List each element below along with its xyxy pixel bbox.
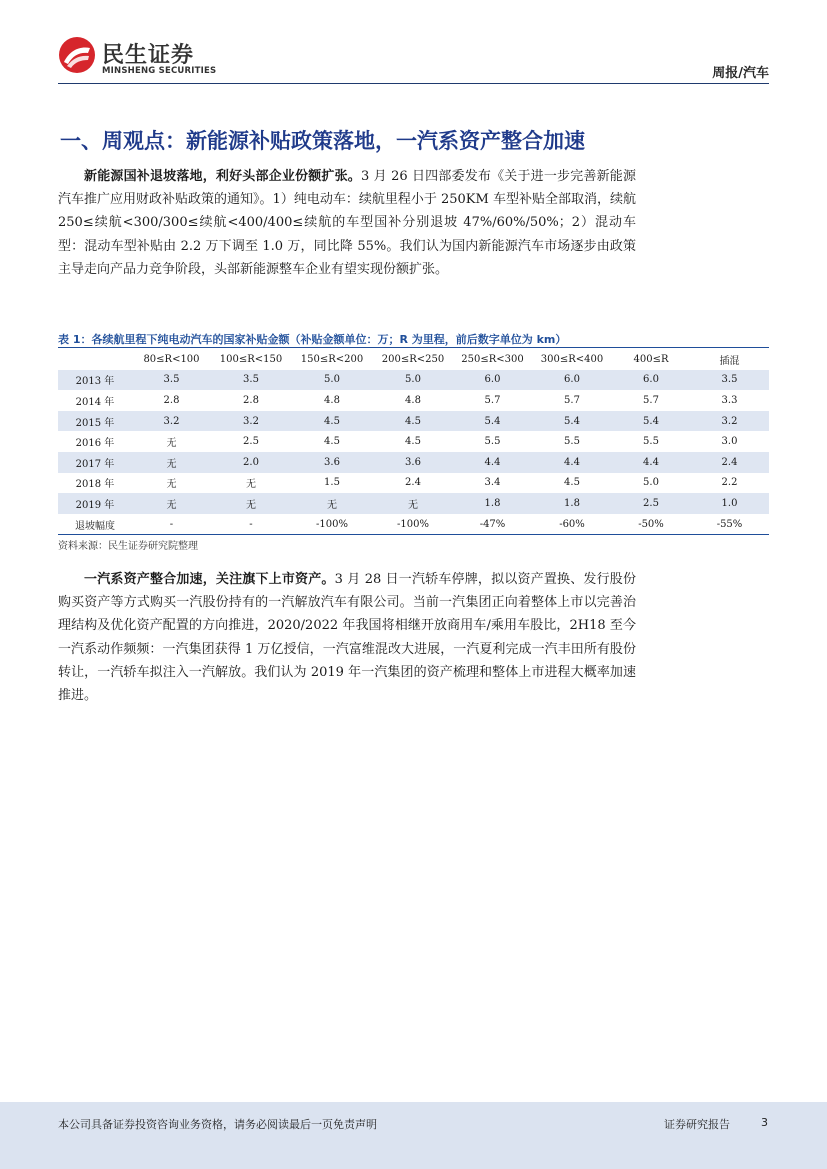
table-cell: 5.4 bbox=[532, 411, 612, 432]
logo-mark-icon bbox=[58, 36, 96, 74]
table-cell: -60% bbox=[532, 514, 612, 535]
table-cell: 无 bbox=[132, 493, 211, 514]
company-logo bbox=[58, 36, 218, 78]
table-top-rule bbox=[58, 347, 769, 348]
table-cell: 5.5 bbox=[643, 436, 659, 448]
table-cell: 1.8 bbox=[453, 493, 532, 514]
table-row bbox=[58, 473, 769, 494]
table-cell: 4.5 bbox=[373, 411, 453, 432]
column-header: 200≤R<250 bbox=[381, 353, 445, 365]
table-cell: 5.7 bbox=[564, 394, 580, 406]
table-header-row bbox=[58, 349, 769, 370]
table-cell: 3.0 bbox=[721, 436, 738, 448]
table-cell: -47% bbox=[453, 514, 532, 535]
column-header: 300≤R<400 bbox=[540, 353, 604, 365]
page-header bbox=[0, 0, 827, 90]
table-cell: - bbox=[132, 514, 211, 535]
table-cell: 5.7 bbox=[643, 394, 659, 406]
column-header: 80≤R<100 bbox=[143, 353, 200, 365]
table-cell: 2018 年 bbox=[75, 479, 115, 491]
table-cell: 无 bbox=[166, 438, 177, 450]
footer-report-type: 证券研究报告 bbox=[664, 1118, 730, 1131]
table-cell: 2.0 bbox=[211, 452, 291, 473]
logo-english-name: MINSHENG SECURITIES bbox=[102, 66, 217, 76]
table-cell: 6.0 bbox=[612, 370, 690, 391]
table-row bbox=[58, 390, 769, 411]
table-cell: 5.7 bbox=[484, 394, 501, 406]
table-cell: 2.8 bbox=[243, 394, 259, 406]
table-cell: 无 bbox=[291, 493, 373, 514]
table-cell: 6.0 bbox=[532, 370, 612, 391]
table-cell: 4.4 bbox=[453, 452, 532, 473]
table-cell: 2015 年 bbox=[58, 411, 132, 432]
paragraph-faw bbox=[58, 568, 636, 707]
page-footer bbox=[0, 1102, 827, 1169]
table-cell: 3.2 bbox=[132, 411, 211, 432]
column-header: 100≤R<150 bbox=[219, 353, 283, 365]
paragraph-subsidy bbox=[58, 165, 636, 281]
table-cell: 2017 年 bbox=[58, 452, 132, 473]
table-cell: 5.5 bbox=[484, 436, 501, 448]
table-cell: 1.0 bbox=[690, 493, 769, 514]
paragraph-lead: 一汽系资产整合加速，关注旗下上市资产。 bbox=[84, 572, 335, 587]
subsidy-table bbox=[58, 349, 769, 535]
footer-disclaimer: 本公司具备证券投资咨询业务资格，请务必阅读最后一页免责声明 bbox=[58, 1118, 377, 1131]
table-cell: 4.8 bbox=[405, 394, 421, 406]
table-cell: 3.4 bbox=[484, 477, 501, 489]
table-cell: 6.0 bbox=[453, 370, 532, 391]
table-cell: 3.5 bbox=[132, 370, 211, 391]
table-cell: 4.5 bbox=[291, 411, 373, 432]
table-row bbox=[58, 411, 769, 432]
column-header: 400≤R bbox=[633, 353, 669, 365]
table-cell: 4.4 bbox=[612, 452, 690, 473]
table-cell: 2.5 bbox=[243, 436, 259, 448]
table-row bbox=[58, 370, 769, 391]
table-cell: 5.0 bbox=[373, 370, 453, 391]
table-source: 资料来源：民生证券研究院整理 bbox=[58, 541, 198, 552]
table-cell: 3.2 bbox=[690, 411, 769, 432]
table-cell: 3.5 bbox=[211, 370, 291, 391]
table-cell: 3.2 bbox=[211, 411, 291, 432]
table-cell: 3.6 bbox=[373, 452, 453, 473]
table-cell: -55% bbox=[690, 514, 769, 535]
page-number: 3 bbox=[761, 1116, 768, 1129]
table-row bbox=[58, 493, 769, 514]
column-header: 250≤R<300 bbox=[461, 353, 524, 365]
table-cell: 无 bbox=[211, 493, 291, 514]
table-cell: 3.5 bbox=[690, 370, 769, 391]
table-cell: 5.5 bbox=[564, 436, 580, 448]
report-category: 周报/汽车 bbox=[712, 66, 769, 81]
table-row bbox=[58, 431, 769, 452]
logo-chinese-name: 民生证券 bbox=[102, 43, 195, 68]
table-cell: 无 bbox=[132, 452, 211, 473]
table-cell: 4.4 bbox=[532, 452, 612, 473]
table-cell: 2.5 bbox=[612, 493, 690, 514]
table-cell: 5.0 bbox=[291, 370, 373, 391]
table-cell: 2019 年 bbox=[58, 493, 132, 514]
section-title: 一、周观点：新能源补贴政策落地，一汽系资产整合加速 bbox=[60, 129, 585, 153]
table-cell: 4.5 bbox=[405, 436, 421, 448]
table-cell: 2014 年 bbox=[75, 396, 115, 408]
table-cell: -50% bbox=[612, 514, 690, 535]
table-cell: 退坡幅度 bbox=[58, 514, 132, 535]
table-cell: 4.5 bbox=[564, 477, 580, 489]
table-cell: -100% bbox=[291, 514, 373, 535]
column-header: 150≤R<200 bbox=[300, 353, 364, 365]
table-cell: 5.4 bbox=[453, 411, 532, 432]
table-cell: 4.5 bbox=[324, 436, 340, 448]
table-cell: 1.8 bbox=[532, 493, 612, 514]
column-header: 插混 bbox=[719, 355, 740, 367]
column-header bbox=[58, 349, 132, 370]
paragraph-body: 3 月 28 日一汽轿车停牌，拟以资产置换、发行股份购买资产等方式购买一汽股份持有的一汽解放汽车有限公司。当前一汽集团正向着整体上市以完善治理结构及优化资产配置的方向推进，2020/2022 年我国将相继开放商用车/乘用车股比，2H18 至今一汽系动作频频：一汽集团获得 1 万亿授信，一汽富维混改大进展，一汽夏利完成一汽丰田所有股份转让，一汽轿车拟注入一汽解放。我们认为 2019 年一汽集团的资产梳理和整体上市进程大概率加速推进。 bbox=[58, 572, 636, 704]
table-cell: 2.2 bbox=[721, 477, 738, 489]
table-cell: -100% bbox=[373, 514, 453, 535]
header-divider bbox=[58, 83, 769, 84]
table-cell: - bbox=[211, 514, 291, 535]
paragraph-body: 3 月 26 日四部委发布《关于进一步完善新能源汽车推广应用财政补贴政策的通知》。1）纯电动车：续航里程小于 250KM 车型补贴全部取消，续航 250≤续航<300/300≤续航<400/400≤续航的车型国补分别退坡 47%/60%/50%；2）混动车型：混动车型补贴由 2.2 万下调至 1.0 万，同比降 55%。我们认为国内新能源汽车市场逐步由政策主导走向产品力竞争阶段，头部新能源整车企业有望实现份额扩张。 bbox=[58, 169, 636, 277]
table-cell: 5.4 bbox=[612, 411, 690, 432]
table-cell: 无 bbox=[246, 479, 256, 491]
table-cell: 2016 年 bbox=[75, 438, 115, 450]
table-title: 表 1：各续航里程下纯电动汽车的国家补贴金额（补贴金额单位：万；R 为里程，前后数字单位为 km） bbox=[58, 333, 567, 346]
table-cell: 1.5 bbox=[324, 477, 340, 489]
table-cell: 4.8 bbox=[324, 394, 340, 406]
table-row bbox=[58, 452, 769, 473]
table-row bbox=[58, 514, 769, 535]
table-cell: 2.4 bbox=[690, 452, 769, 473]
table-cell: 3.3 bbox=[721, 394, 738, 406]
table-cell: 3.6 bbox=[291, 452, 373, 473]
table-cell: 2.4 bbox=[405, 477, 421, 489]
table-cell: 无 bbox=[166, 479, 177, 491]
table-cell: 2.8 bbox=[163, 394, 180, 406]
table-cell: 5.0 bbox=[643, 477, 659, 489]
table-cell: 无 bbox=[373, 493, 453, 514]
paragraph-lead: 新能源国补退坡落地，利好头部企业份额扩张。 bbox=[84, 169, 361, 184]
table-cell: 2013 年 bbox=[58, 370, 132, 391]
